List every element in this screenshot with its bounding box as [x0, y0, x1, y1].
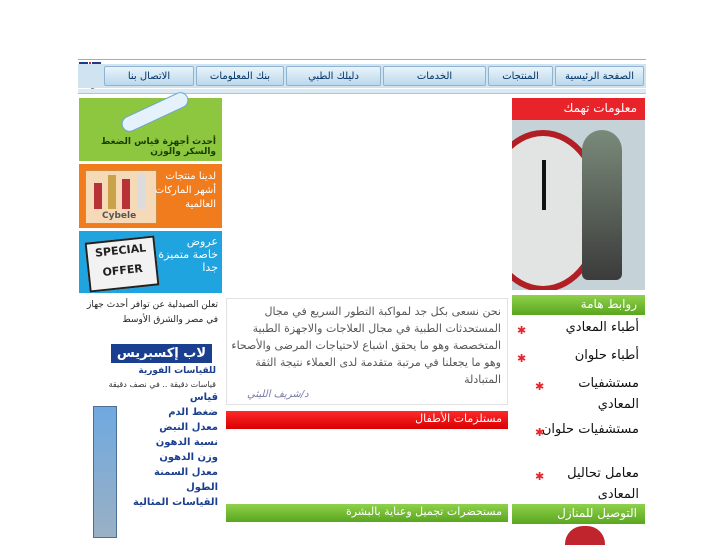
cosmetics-bottles-image: [85, 170, 157, 224]
star-bullet-icon: ✱: [517, 352, 527, 365]
walker-figure: [582, 130, 622, 280]
nav-underline: [78, 89, 646, 94]
nav-info-bank[interactable]: بنك المعلومات: [196, 66, 284, 86]
links-header: [512, 295, 645, 315]
links-header-title: روابط هامة: [580, 297, 637, 311]
lab-machine-image: [93, 406, 117, 538]
cosmetics-banner[interactable]: [79, 164, 222, 228]
lab-subtitle-2: قياسات دقيقة .. في نصف دقيقة: [108, 380, 216, 389]
signature: د/شريف الليثي: [247, 389, 309, 400]
nav-services[interactable]: الخدمات: [383, 66, 486, 86]
thermometer-icon: [119, 90, 191, 135]
lab-subtitle: للقياسات الفورية: [138, 366, 216, 376]
link-helwan-hospitals[interactable]: ✱ مستشفيات حلوان: [539, 419, 639, 440]
nav-products[interactable]: المنتجات: [488, 66, 553, 86]
link-maadi-labs[interactable]: ✱ معامل تحاليل المعادى: [535, 466, 639, 502]
star-bullet-icon: ✱: [517, 324, 527, 337]
delivery-person-image: [565, 526, 605, 545]
star-bullet-icon: ✱: [535, 470, 545, 483]
devices-banner[interactable]: [79, 98, 222, 161]
info-header: [512, 98, 645, 120]
special-offer-banner[interactable]: [79, 231, 222, 293]
lab-express-banner[interactable]: [79, 296, 222, 545]
lab-measure-item: معدل السمنة: [154, 467, 218, 478]
link-helwan-doctors[interactable]: ✱ أطباء حلوان: [521, 345, 639, 366]
lab-measures-list: [118, 390, 218, 510]
cybele-logo: Cybele: [102, 211, 137, 221]
nav-contact[interactable]: الاتصال بنا: [104, 66, 194, 86]
info-header-title: معلومات تهمك: [563, 101, 637, 115]
clock-walker-image[interactable]: [512, 120, 645, 290]
star-bullet-icon: ✱: [535, 380, 545, 393]
lab-measure-item: ضغط الدم: [168, 407, 218, 418]
intro-box: [226, 298, 508, 405]
nav-home[interactable]: الصفحة الرئيسية: [555, 66, 644, 86]
lab-measure-item: معدل النبض: [159, 422, 218, 433]
delivery-header-title: التوصيل للمنازل: [557, 506, 637, 520]
intro-text: نحن نسعى بكل جد لمواكبة التطور السريع في مجال المستحدثات الطبية في مجال العلاجات والاجهزة الطبية المتخصصة وهو ما يحقق اشباع لاحتياجات المرضى والأصحاء وهو ما يجعلنا في مرتبة متقدمة لدى العملاء نتيجة الثقة المتبادلة: [231, 305, 501, 386]
special-offer-stamp: SPECIAL OFFER: [85, 235, 160, 292]
lab-measure-item: القياسات المثالية: [133, 497, 218, 508]
lab-measure-item: قياس: [189, 392, 218, 403]
nav-medical-guide[interactable]: دليلك الطبي: [286, 66, 381, 86]
cosmetics-banner-text: لدينا منتجات أشهر الماركات العالمية: [154, 171, 216, 210]
kids-section-header[interactable]: [226, 411, 508, 429]
lab-measure-item: الطول: [186, 482, 218, 493]
lab-announcement: تعلن الصيدلية عن توافر أحدث جهاز في مصر والشرق الأوسط: [87, 300, 218, 325]
top-divider: [78, 59, 646, 60]
lab-measure-item: نسبة الدهون: [155, 437, 218, 448]
important-links: [512, 315, 645, 505]
lab-measure-item: وزن الدهون: [159, 452, 218, 463]
star-bullet-icon: ✱: [535, 426, 545, 439]
cosmetics-section-title: مستحضرات تجميل وعناية بالبشرة: [345, 505, 502, 518]
lab-express-logo: لاب إكسبريس: [111, 344, 212, 363]
link-maadi-hospitals[interactable]: ✱ مستشفيات المعادي: [535, 376, 639, 412]
main-nav: [78, 64, 646, 88]
kids-section-title: مستلزمات الأطفال: [415, 412, 502, 425]
special-offer-text: عروض خاصة متميزة جدا: [158, 235, 218, 274]
devices-banner-text: أحدث أجهزة قياس الضغط والسكر والوزن: [100, 137, 216, 157]
cosmetics-section-header[interactable]: [226, 504, 508, 522]
delivery-header[interactable]: [512, 504, 645, 524]
link-maadi-doctors[interactable]: ✱ أطباء المعادي: [521, 317, 639, 338]
